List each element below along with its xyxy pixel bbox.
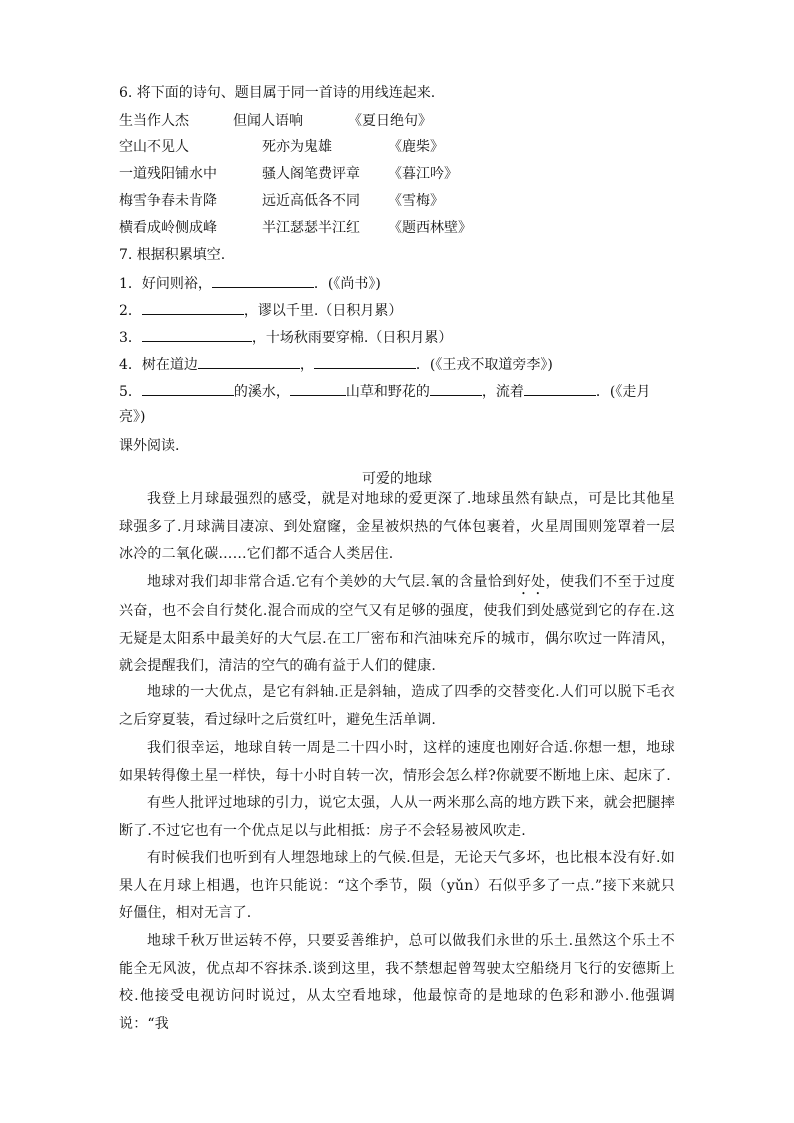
passage-paragraph-2: 地球对我们却非常合适.它有个美妙的大气层.氧的含量恰到好处，使我们不至于过度兴奋，也不会自行焚化.混合而成的空气又有足够的强度，使我们到处感觉到它的存在.这无疑是太阳系中最美好的大气层.在工厂密布和汽油味充斥的城市，偶尔吹过一阵清风，就会提醒我们，清洁的空气的确有益于人们的健康. bbox=[119, 574, 675, 674]
fill-item-4: 4．树在道边 ， ．(《王戎不取道旁李》) bbox=[119, 354, 553, 374]
question-7-title: 7. 根据积累填空. bbox=[119, 247, 226, 263]
poem-line-b: 死亦为鬼雄 bbox=[262, 139, 332, 155]
answer-blank[interactable] bbox=[290, 381, 346, 396]
passage-paragraph-1: 我登上月球最强烈的感受，就是对地球的爱更深了.地球虽然有缺点，可是比其他星球强多了.月球满目凄凉、到处窟窿，金星被炽热的气体包裹着，火星周围则笼罩着一层冰冷的二氧化碳……它们都不适合人类居住. bbox=[119, 491, 675, 562]
fill-item-1: 1．好问则裕， ．(《尚书》) bbox=[119, 273, 381, 293]
answer-blank[interactable] bbox=[524, 381, 596, 396]
passage-paragraph-7: 地球千秋万世运转不停，只要妥善维护，总可以做我们永世的乐土.虽然这个乐土不能全无风波，优点却不容抹杀.谈到这里，我不禁想起曾驾驶太空船绕月飞行的安德斯上校.他接受电视访问时说过，从太空看地球，他最惊奇的是地球的色彩和渺小.他强调说：“我 bbox=[119, 933, 675, 1032]
fill-item-3: 3． ，十场秋雨要穿棉.（日积月累） bbox=[119, 327, 452, 347]
question-6-title: 6. 将下面的诗句、题目属于同一首诗的用线连起来. bbox=[119, 85, 436, 101]
poem-line-a: 横看成岭侧成峰 bbox=[119, 220, 217, 236]
poem-line-b: 但闻人语响 bbox=[233, 113, 303, 129]
passage-paragraph-4: 我们很幸运，地球自转一周是二十四小时，这样的速度也刚好合适.你想一想，地球如果转得像土星一样快，每十小时自转一次，情形会怎么样?你就要不断地上床、起床了. bbox=[119, 740, 675, 784]
answer-blank[interactable] bbox=[198, 354, 300, 369]
poem-line-b: 半江瑟瑟半江红 bbox=[262, 220, 360, 236]
answer-blank[interactable] bbox=[430, 381, 482, 396]
poem-line-b: 远近高低各不同 bbox=[262, 193, 360, 209]
poem-line-a: 一道残阳铺水中 bbox=[119, 166, 217, 182]
poem-line-a: 梅雪争春未肯降 bbox=[119, 193, 217, 209]
answer-blank[interactable] bbox=[142, 381, 234, 396]
emphasis-dotted-word: 好处 bbox=[516, 574, 546, 590]
passage-title: 可爱的地球 bbox=[362, 471, 432, 487]
poem-title: 《暮江吟》 bbox=[388, 166, 458, 182]
poem-title: 《题西林壁》 bbox=[388, 220, 472, 236]
answer-blank[interactable] bbox=[314, 354, 416, 369]
passage-paragraph-3: 地球的一大优点，是它有斜轴.正是斜轴，造成了四季的交替变化.人们可以脱下毛衣之后穿夏装，看过绿叶之后赏红叶，避免生活单调. bbox=[119, 684, 675, 728]
fill-item-5-continued: 亮》) bbox=[119, 409, 146, 425]
answer-blank[interactable] bbox=[212, 273, 314, 288]
answer-blank[interactable] bbox=[142, 300, 244, 315]
poem-title: 《雪梅》 bbox=[388, 193, 444, 209]
poem-line-a: 生当作人杰 bbox=[119, 113, 189, 129]
reading-section-label: 课外阅读. bbox=[119, 438, 180, 454]
poem-title: 《夏日绝句》 bbox=[348, 113, 432, 129]
passage-paragraph-5: 有些人批评过地球的引力，说它太强，人从一两米那么高的地方跌下来，就会把腿摔断了.不过它也有一个优点足以与此相抵：房子不会轻易被风吹走. bbox=[119, 795, 675, 839]
poem-title: 《鹿柴》 bbox=[388, 139, 444, 155]
answer-blank[interactable] bbox=[142, 327, 252, 342]
fill-item-5: 5． 的溪水， 山草和野花的 ，流着 ．(《走月 bbox=[119, 381, 650, 401]
poem-line-b: 骚人阁笔费评章 bbox=[262, 166, 360, 182]
fill-item-2: 2． ，谬以千里.（日积月累） bbox=[119, 300, 402, 320]
passage-paragraph-6: 有时候我们也听到有人埋怨地球上的气候.但是，无论天气多坏，也比根本没有好.如果人在月球上相遇，也许只能说：“这个季节，陨（yǔn）石似乎多了一点.”接下来就只好僵住，相对无言了. bbox=[119, 850, 675, 921]
poem-line-a: 空山不见人 bbox=[119, 139, 189, 155]
